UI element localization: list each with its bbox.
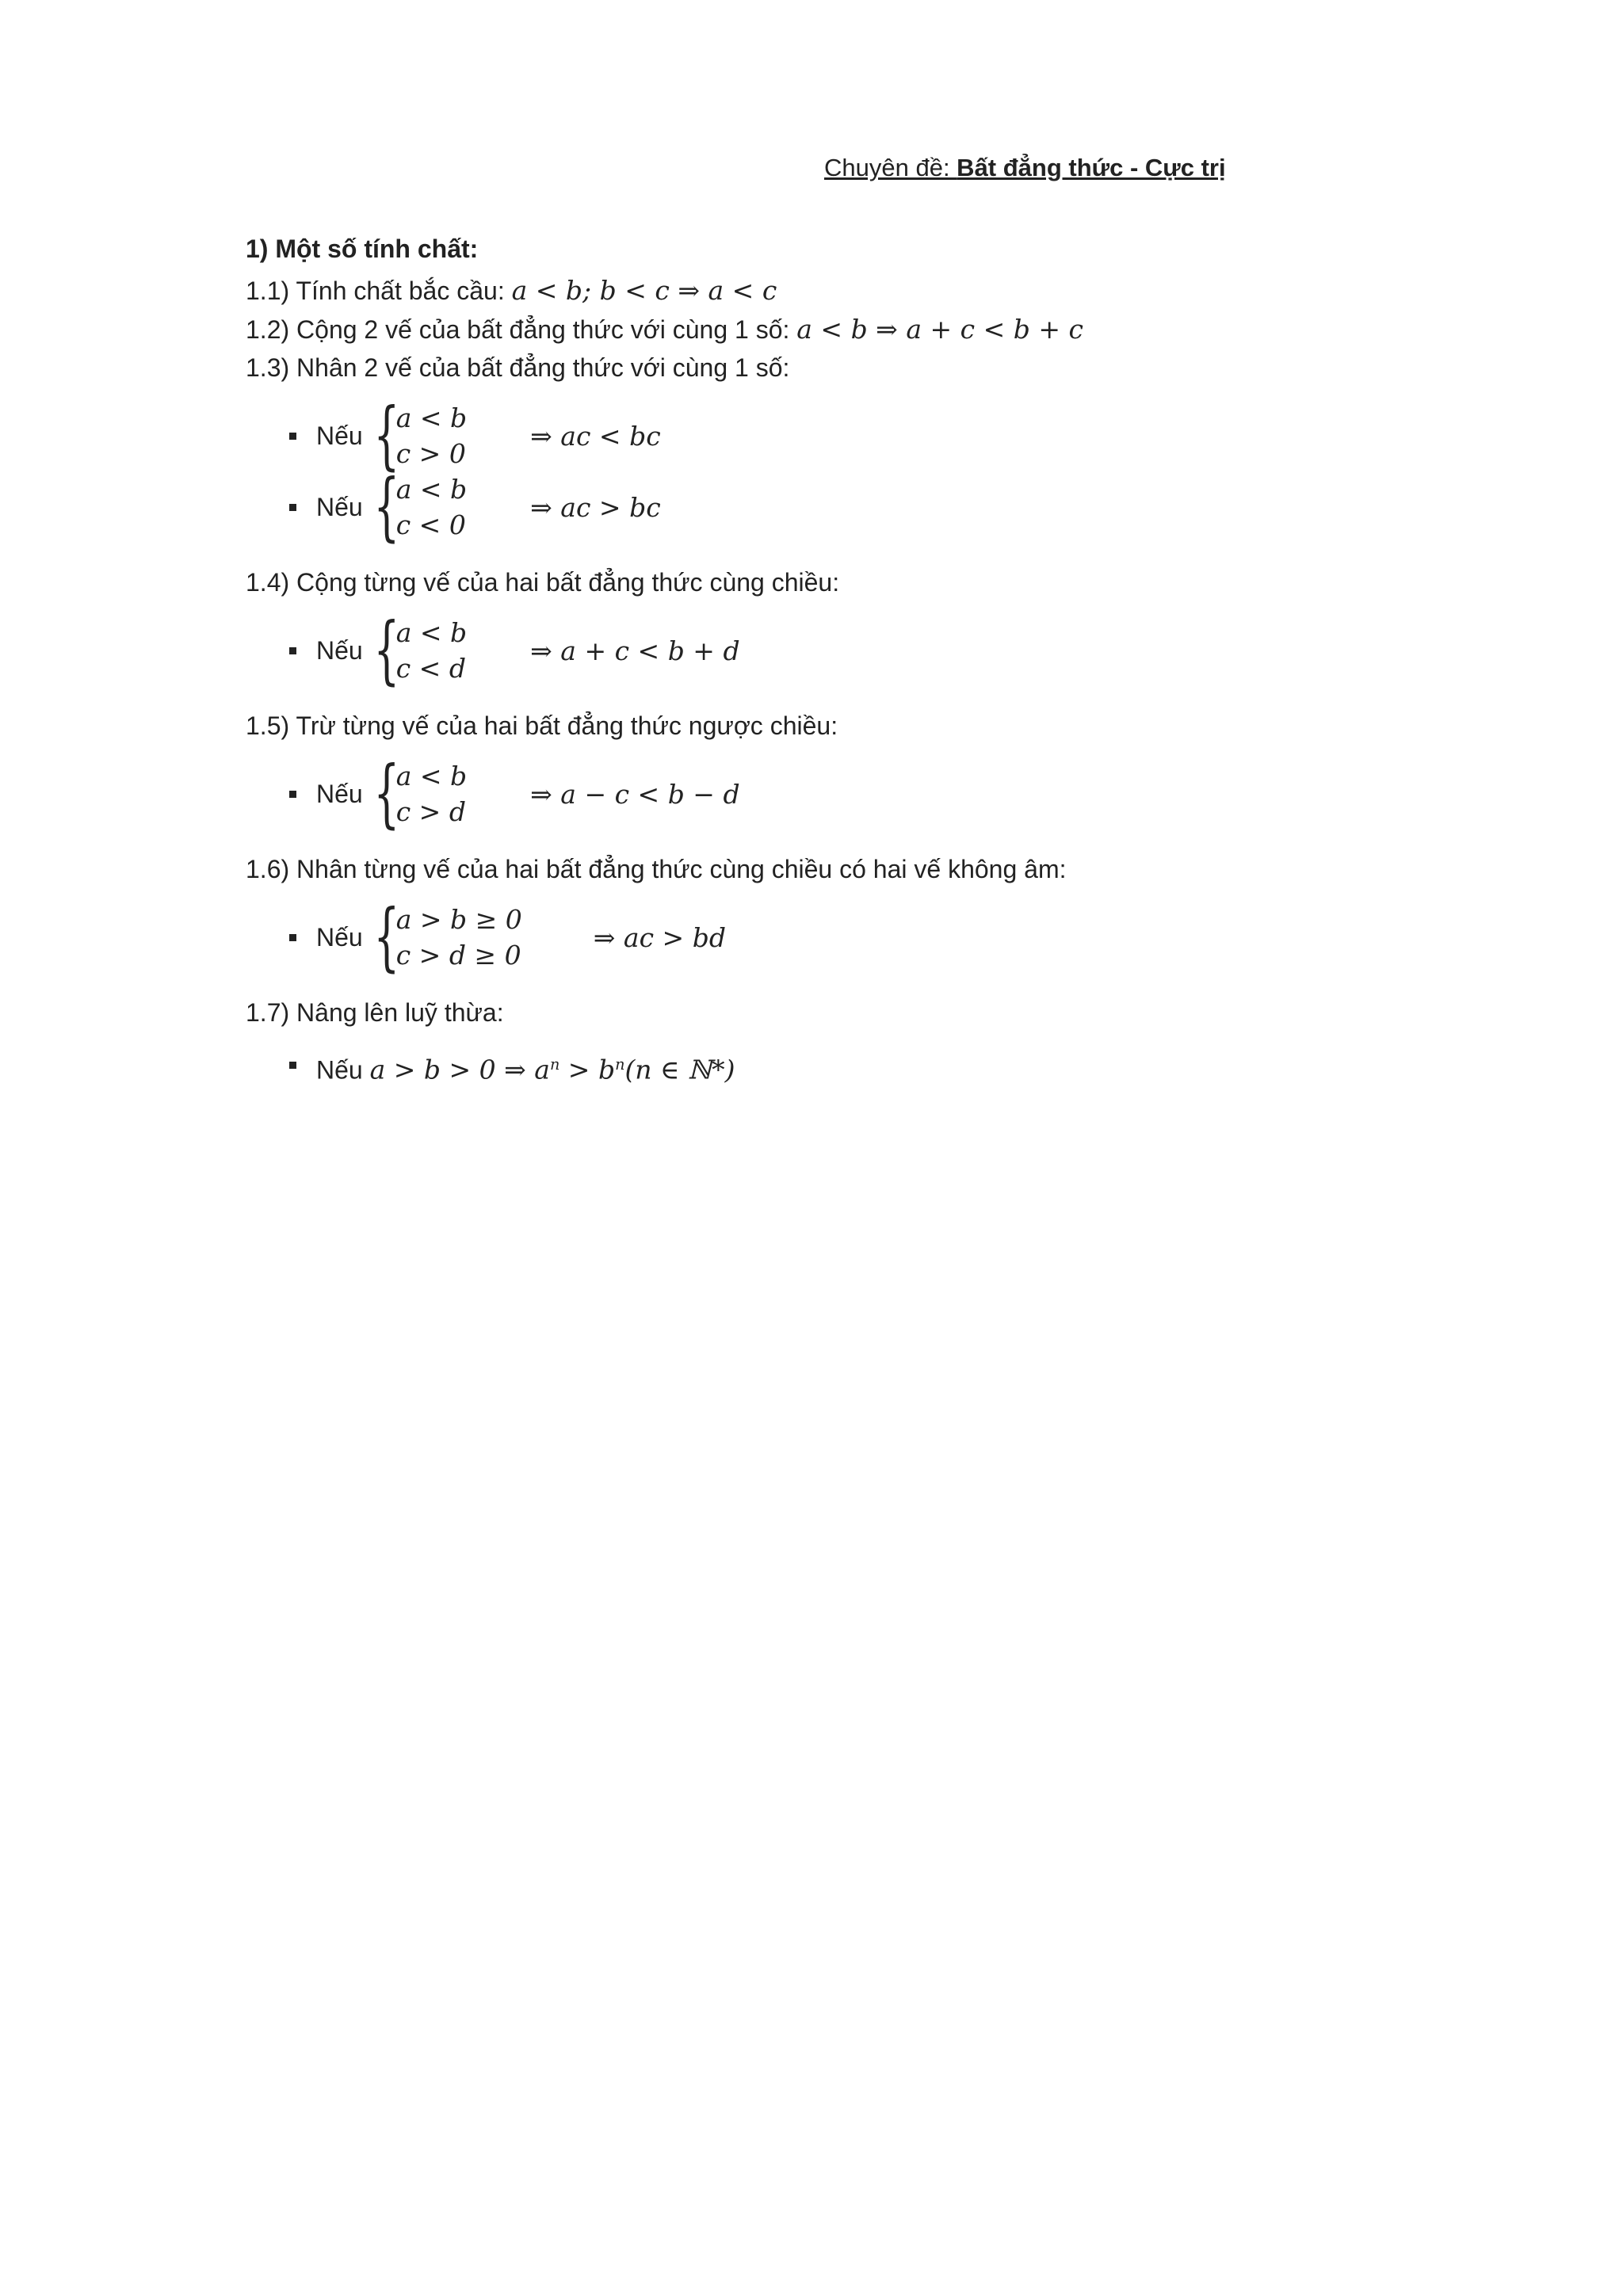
condition-1: a < b — [395, 617, 468, 648]
condition-system — [396, 758, 467, 830]
brace-icon: { — [373, 463, 399, 550]
power-math-tail: (n ∈ ℕ*) — [624, 1054, 735, 1085]
if-label: Nếu — [316, 635, 363, 665]
property-1-2-math: a < b ⇒ a + c < b + c — [796, 314, 1083, 345]
content — [246, 231, 1434, 1085]
if-label: Nếu — [316, 922, 363, 952]
condition-system — [396, 400, 467, 471]
property-1-6-label: 1.6) Nhân từng vế của hai bất đẳng thức cùng chiều có hai vế không âm: — [246, 855, 1067, 883]
condition-1: a < b — [395, 761, 468, 791]
brace-icon: { — [373, 607, 399, 693]
exponent-1: n — [549, 1055, 560, 1074]
property-1-1-label: 1.1) Tính chất bắc cầu: — [246, 277, 512, 305]
condition-system — [396, 902, 522, 973]
list-item — [289, 894, 1434, 980]
property-1-5-list — [246, 750, 1434, 837]
property-1-2 — [246, 310, 1434, 349]
list-item — [289, 1045, 1434, 1085]
if-label: Nếu — [316, 1055, 370, 1085]
power-math: a > b > 0 ⇒ a — [369, 1054, 550, 1085]
condition-system — [396, 471, 467, 543]
property-1-6-list — [246, 894, 1434, 980]
list-item — [289, 607, 1434, 693]
brace-icon: { — [373, 894, 399, 980]
if-label: Nếu — [316, 421, 363, 450]
property-1-4-list — [246, 607, 1434, 693]
condition-system — [396, 615, 467, 686]
property-1-1-math: a < b; b < c ⇒ a < c — [511, 275, 777, 306]
condition-2: c > d ≥ 0 — [395, 940, 521, 971]
implication: ⇒ ac < bc — [530, 420, 661, 452]
if-label: Nếu — [316, 492, 363, 521]
property-1-2-label: 1.2) Cộng 2 vế của bất đẳng thức với cùng 1 số: — [246, 315, 797, 344]
section-title: 1) Một số tính chất: — [246, 235, 479, 263]
property-1-7-list — [246, 1045, 1434, 1085]
list-item — [289, 750, 1434, 837]
property-1-7-label: 1.7) Nâng lên luỹ thừa: — [246, 998, 504, 1027]
condition-1: a > b ≥ 0 — [395, 904, 522, 935]
property-1-4-label: 1.4) Cộng từng vế của hai bất đẳng thức cùng chiều: — [246, 568, 840, 597]
condition-1: a < b — [395, 474, 468, 505]
property-1-1 — [246, 271, 1434, 310]
page-header — [824, 154, 1226, 182]
list-item — [289, 392, 1434, 479]
property-1-5-label: 1.5) Trừ từng vế của hai bất đẳng thức ngược chiều: — [246, 711, 838, 740]
property-1-3-label: 1.3) Nhân 2 vế của bất đẳng thức với cùng 1 số: — [246, 353, 790, 382]
list-item — [289, 463, 1434, 550]
brace-icon: { — [373, 750, 399, 837]
condition-2: c > d — [395, 796, 466, 827]
implication: ⇒ ac > bd — [593, 921, 726, 953]
implication: ⇒ a + c < b + d — [530, 635, 740, 666]
exponent-2: n — [615, 1055, 625, 1074]
condition-1: a < b — [395, 402, 468, 433]
header-prefix: Chuyên đề: — [824, 154, 957, 181]
implication: ⇒ a − c < b − d — [530, 778, 740, 810]
if-label: Nếu — [316, 779, 363, 808]
power-math-mid: > b — [559, 1054, 616, 1085]
implication: ⇒ ac > bc — [530, 491, 661, 523]
condition-2: c > 0 — [395, 438, 466, 469]
header-title: Bất đẳng thức - Cực trị — [957, 154, 1226, 181]
condition-2: c < d — [395, 653, 466, 684]
condition-2: c < 0 — [395, 509, 466, 540]
brace-icon: { — [373, 392, 399, 479]
property-1-3-list — [246, 392, 1434, 550]
